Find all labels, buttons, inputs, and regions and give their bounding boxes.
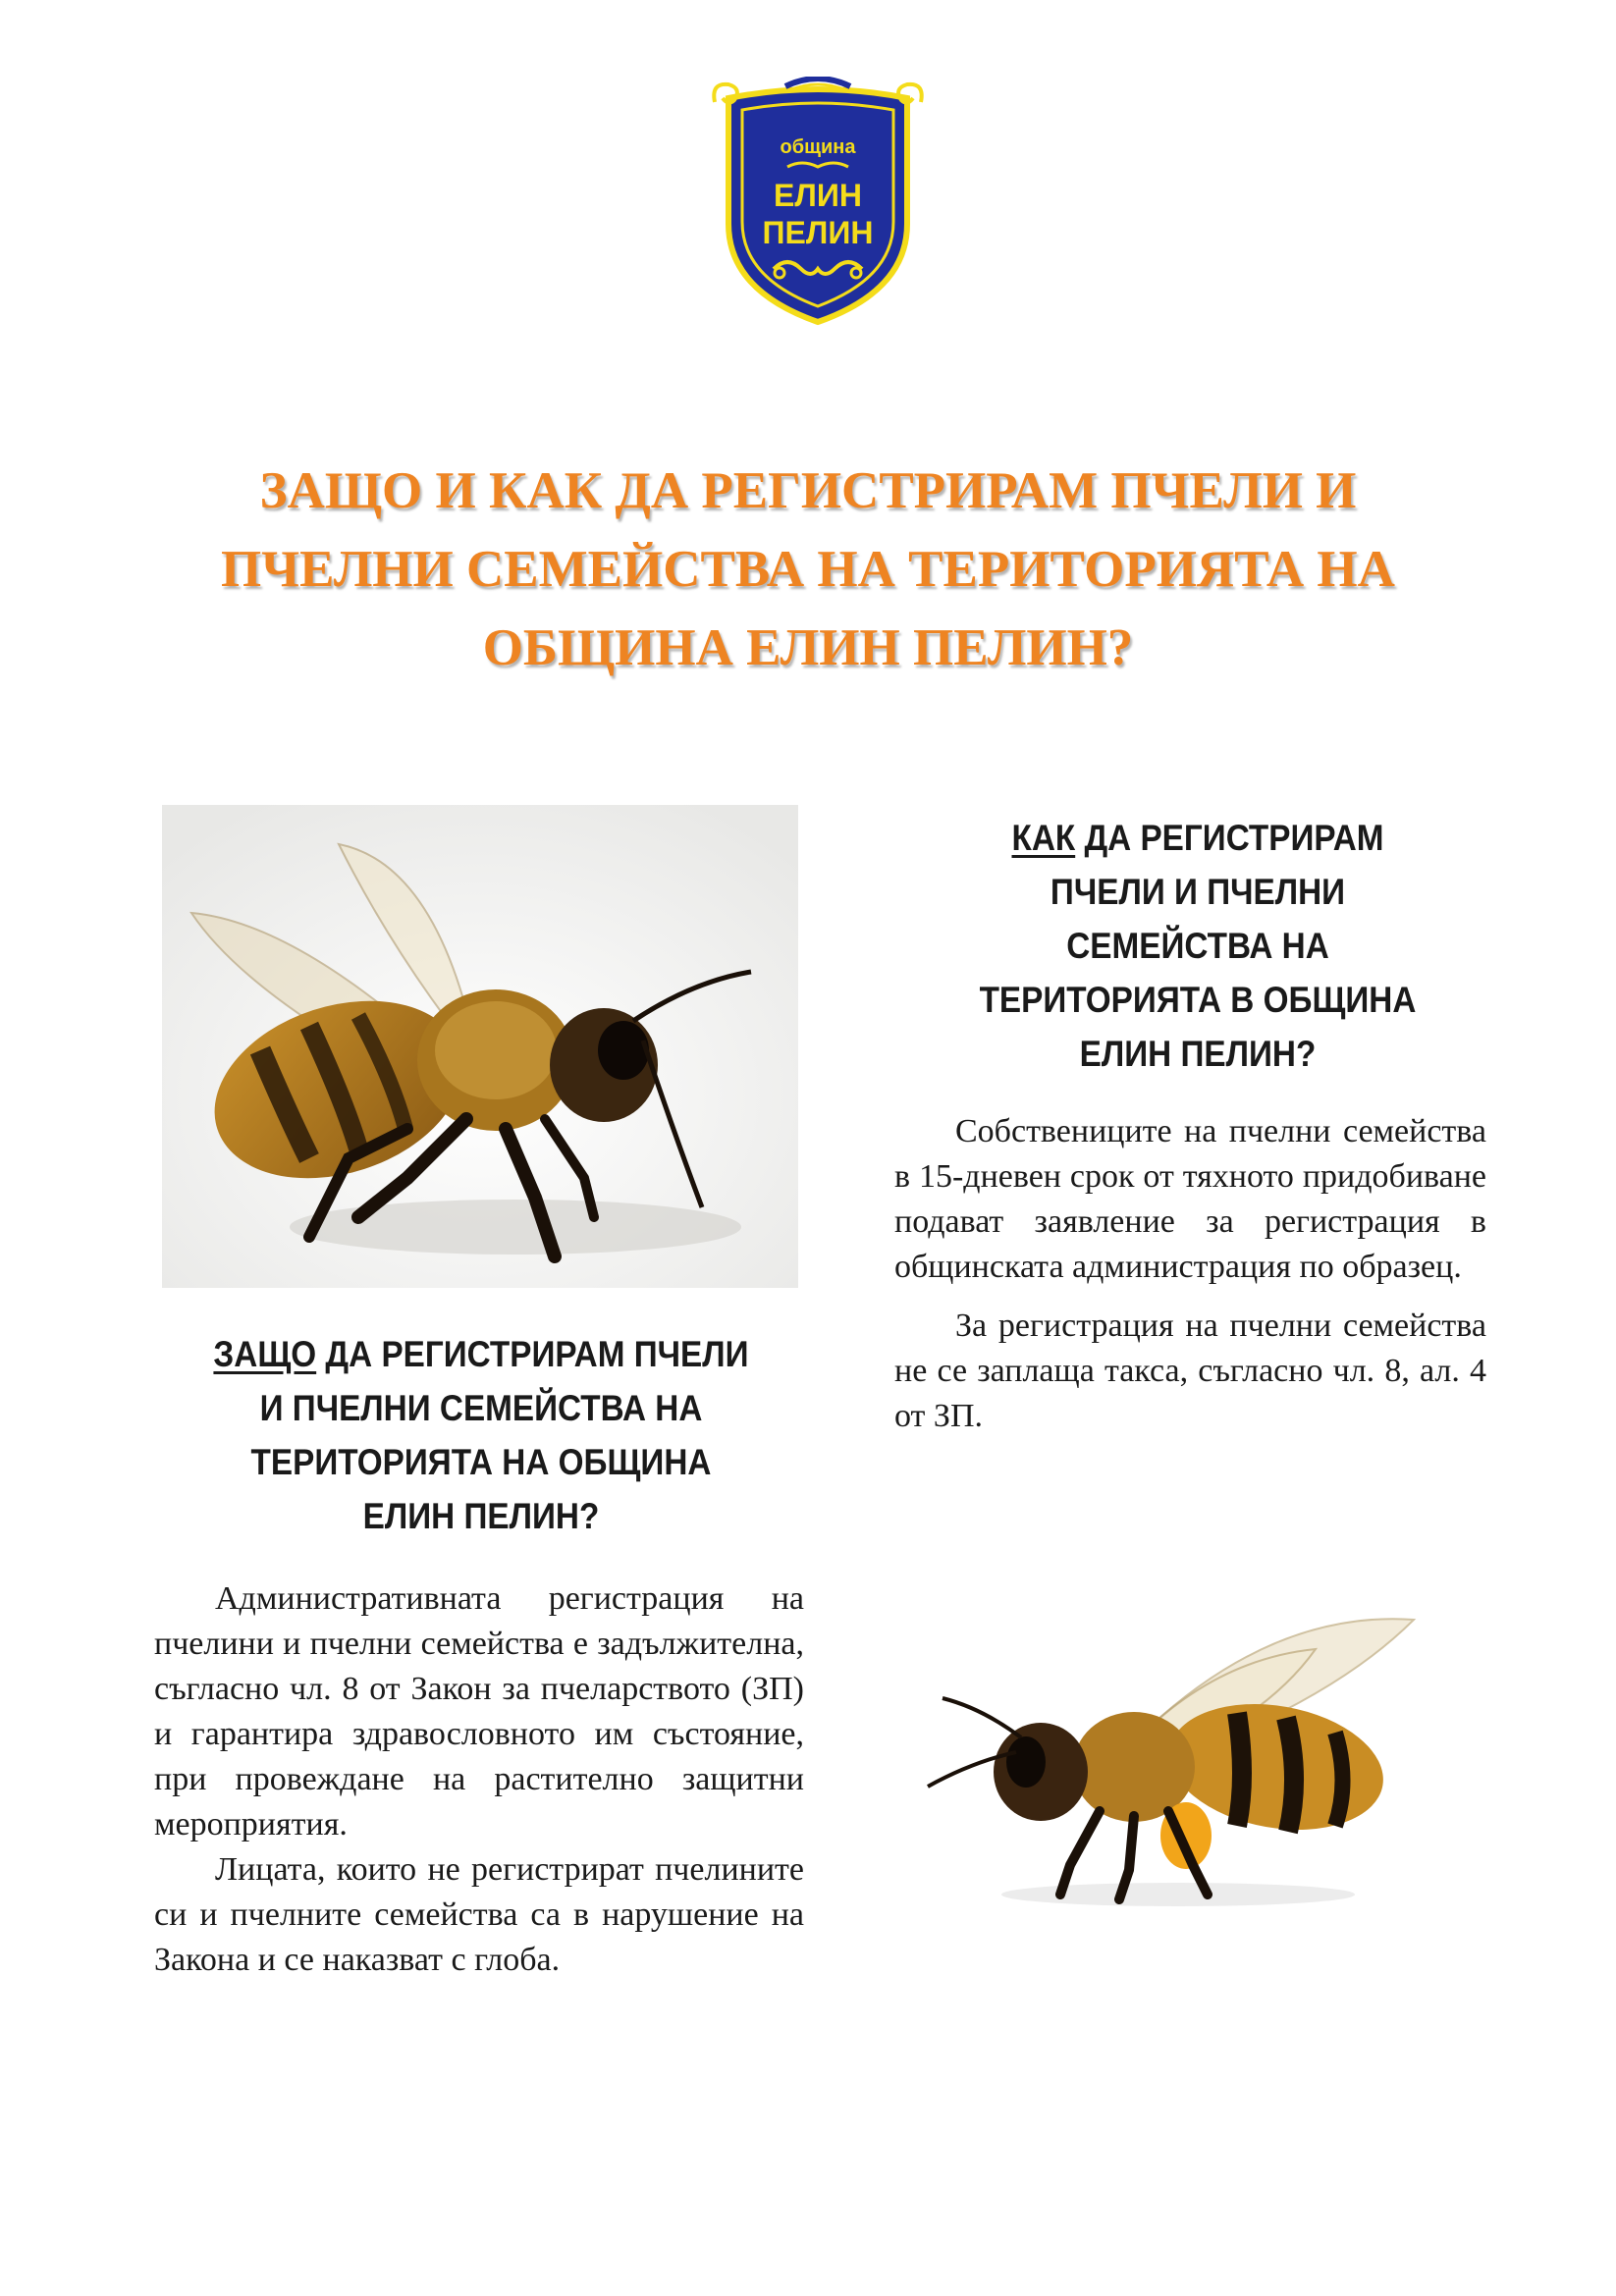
municipality-logo (709, 77, 927, 328)
how-title-line-1 (897, 811, 1498, 865)
logo-line-2: ЕЛИН (774, 178, 862, 213)
page-title (147, 452, 1469, 687)
how-section-body (894, 1109, 1486, 1439)
how-title-line-1-rest: ДА РЕГИСТРИРАМ (1075, 818, 1384, 858)
honeybee-icon (923, 1590, 1433, 1914)
why-title-line-3: ТЕРИТОРИЯТА НА ОБЩИНА (250, 1442, 712, 1482)
honeybee-icon (162, 805, 798, 1288)
why-title-line-2: И ПЧЕЛНИ СЕМЕЙСТВА НА (259, 1388, 703, 1428)
page-title-line-2: ПЧЕЛНИ СЕМЕЙСТВА НА ТЕРИТОРИЯТА НА (221, 541, 1395, 598)
how-title-line-2: ПЧЕЛИ И ПЧЕЛНИ (1050, 872, 1346, 912)
why-title-line-4: ЕЛИН ПЕЛИН? (362, 1496, 600, 1536)
municipality-crest-icon (709, 77, 927, 328)
page-title-line-3: ОБЩИНА ЕЛИН ПЕЛИН? (482, 619, 1134, 676)
why-title-line-1-rest: ДА РЕГИСТРИРАМ ПЧЕЛИ (316, 1334, 749, 1374)
why-section-title (159, 1327, 804, 1543)
why-section-body (154, 1576, 804, 1983)
why-title-line-1 (159, 1327, 804, 1381)
how-section-title (897, 811, 1498, 1081)
how-title-line-5: ЕЛИН ПЕЛИН? (1079, 1034, 1317, 1074)
why-paragraph-1: Административната регистрация на пчелини и пчелни семейства е задължителна, съгласно чл. 8 от Закон за пчеларството (ЗП) и гарантира здравословното им състояние, при провеждане на растително защитни мероприятия. (154, 1580, 804, 1842)
why-title-lead: ЗАЩО (213, 1334, 317, 1374)
how-title-line-3: СЕМЕЙСТВА НА (1066, 926, 1329, 966)
how-paragraph-2: За регистрация на пчелни семейства не се заплаща такса, съгласно чл. 8, ал. 4 от ЗП. (894, 1308, 1486, 1434)
how-title-line-4: ТЕРИТОРИЯТА В ОБЩИНА (979, 980, 1417, 1020)
logo-line-3: ПЕЛИН (762, 215, 874, 250)
bee-photo-top-left (162, 805, 798, 1288)
bee-photo-bottom-right (923, 1590, 1433, 1914)
page-title-line-1: ЗАЩО И КАК ДА РЕГИСТРИРАМ ПЧЕЛИ И (259, 462, 1357, 519)
how-title-lead: КАК (1011, 818, 1076, 858)
how-paragraph-1: Собствениците на пчелни семейства в 15-дневен срок от тяхното придобиване подават заявление за регистрация в общинската администрация по образец. (894, 1113, 1486, 1285)
logo-line-1: община (780, 136, 856, 158)
why-paragraph-2: Лицата, които не регистрират пчелините си и пчелните семейства са в нарушение на Закона и се наказват с глоба. (154, 1851, 804, 1978)
